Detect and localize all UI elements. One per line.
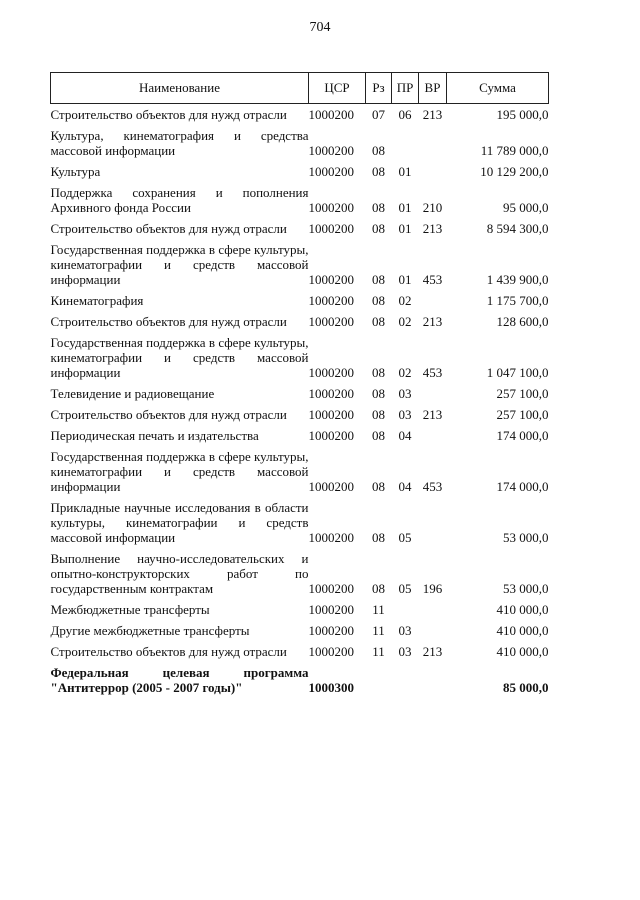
cell-vr: 196: [422, 581, 443, 596]
cell-rz: 07: [372, 107, 385, 122]
cell-csr: 1000200: [308, 623, 354, 638]
table-row: [51, 548, 549, 599]
table-row: [51, 104, 549, 126]
cell-sum: 11 789 000,0: [480, 143, 549, 158]
cell-name: Строительство объектов для нужд отрасли: [50, 407, 287, 422]
cell-sum: 53 000,0: [503, 581, 549, 596]
cell-name: Кинематография: [50, 293, 144, 308]
cell-rz: 08: [372, 143, 385, 158]
cell-csr: 1000200: [308, 479, 354, 494]
cell-rz: 08: [372, 200, 385, 215]
cell-pr: 03: [398, 623, 412, 638]
cell-sum: 10 129 200,0: [480, 164, 549, 179]
cell-pr: 01: [398, 221, 412, 236]
table-row: [51, 599, 549, 620]
cell-sum: 1 175 700,0: [486, 293, 549, 308]
cell-pr: 02: [398, 314, 412, 329]
table-header-row: [51, 73, 549, 104]
cell-rz: 08: [372, 407, 385, 422]
cell-rz: 08: [372, 386, 385, 401]
cell-name: Культура: [50, 164, 101, 179]
cell-pr: [392, 125, 419, 161]
cell-vr: [419, 599, 447, 620]
cell-rz: 08: [372, 530, 385, 545]
cell-csr: 1000200: [308, 602, 354, 617]
cell-vr: 213: [422, 644, 443, 659]
cell-rz: 08: [372, 365, 385, 380]
page-number: 704: [309, 20, 331, 35]
table-row: [51, 311, 549, 332]
cell-csr: 1000200: [308, 221, 354, 236]
table-row: [51, 218, 549, 239]
cell-rz: 08: [372, 581, 385, 596]
table-row: [51, 497, 549, 548]
cell-name: Строительство объектов для нужд отрасли: [50, 107, 287, 122]
header-sum: Сумма: [447, 73, 549, 104]
cell-name: Прикладные научные исследования в области культуры, кинематографии и средств массовой информации: [50, 500, 309, 545]
header-pr: ПР: [392, 73, 419, 104]
cell-name: Государственная поддержка в сфере культуры, кинематографии и средств массовой информации: [50, 449, 309, 494]
cell-name: Государственная поддержка в сфере культуры, кинематографии и средств массовой информации: [50, 335, 309, 380]
cell-vr: [419, 125, 447, 161]
cell-csr: 1000200: [308, 407, 354, 422]
cell-csr: 1000200: [308, 164, 354, 179]
cell-rz: 08: [372, 293, 385, 308]
table-row: [51, 404, 549, 425]
cell-vr: 210: [422, 200, 443, 215]
cell-rz: [366, 662, 392, 698]
cell-pr: [392, 599, 419, 620]
cell-name: Культура, кинематография и средства массовой информации: [50, 128, 309, 158]
table-row: [51, 239, 549, 290]
cell-vr: 213: [422, 107, 443, 122]
cell-vr: [419, 425, 447, 446]
cell-pr: 01: [398, 272, 412, 287]
cell-pr: 03: [398, 407, 412, 422]
cell-vr: [419, 161, 447, 182]
cell-sum: 410 000,0: [496, 623, 549, 638]
cell-pr: 02: [398, 365, 412, 380]
cell-rz: 11: [372, 644, 385, 659]
cell-rz: 11: [372, 623, 385, 638]
cell-csr: 1000200: [308, 428, 354, 443]
cell-pr: [392, 662, 419, 698]
cell-csr: 1000200: [308, 200, 354, 215]
cell-sum: 85 000,0: [503, 680, 549, 695]
cell-name: Другие межбюджетные трансферты: [50, 623, 250, 638]
header-vr: ВР: [419, 73, 447, 104]
cell-vr: 453: [422, 272, 443, 287]
cell-sum: 174 000,0: [496, 479, 549, 494]
cell-name: Периодическая печать и издательства: [50, 428, 259, 443]
table-row: [51, 332, 549, 383]
cell-vr: 453: [422, 365, 443, 380]
cell-sum: 1 439 900,0: [486, 272, 549, 287]
cell-sum: 195 000,0: [496, 107, 549, 122]
table-row: [51, 641, 549, 662]
cell-pr: 05: [398, 581, 412, 596]
cell-name: Строительство объектов для нужд отрасли: [50, 644, 287, 659]
cell-pr: 01: [398, 164, 412, 179]
table-row: [51, 182, 549, 218]
cell-csr: 1000200: [308, 293, 354, 308]
cell-name: Поддержка сохранения и пополнения Архивного фонда России: [50, 185, 309, 215]
cell-name: Межбюджетные трансферты: [50, 602, 210, 617]
cell-vr: 213: [422, 314, 443, 329]
cell-sum: 53 000,0: [503, 530, 549, 545]
cell-name: Строительство объектов для нужд отрасли: [50, 314, 287, 329]
cell-name: Телевидение и радиовещание: [50, 386, 215, 401]
cell-csr: 1000200: [308, 272, 354, 287]
cell-pr: 03: [398, 644, 412, 659]
cell-csr: 1000200: [308, 530, 354, 545]
cell-csr: 1000200: [308, 314, 354, 329]
cell-pr: 02: [398, 293, 412, 308]
table-row: [51, 383, 549, 404]
cell-name: Выполнение научно-исследовательских и опытно-конструкторских работ по государственным контрактам: [50, 551, 309, 596]
cell-rz: 08: [372, 428, 385, 443]
cell-rz: 08: [372, 314, 385, 329]
cell-vr: 213: [422, 407, 443, 422]
table-row: [51, 290, 549, 311]
cell-vr: 213: [422, 221, 443, 236]
header-name: Наименование: [51, 73, 309, 104]
header-rz: Рз: [366, 73, 392, 104]
cell-csr: 1000200: [308, 365, 354, 380]
cell-rz: 08: [372, 272, 385, 287]
cell-csr: 1000200: [308, 143, 354, 158]
cell-sum: 257 100,0: [496, 407, 549, 422]
cell-csr: 1000200: [308, 644, 354, 659]
header-csr: ЦСР: [309, 73, 366, 104]
cell-rz: 08: [372, 479, 385, 494]
cell-csr: 1000300: [308, 680, 354, 695]
cell-csr: 1000200: [308, 581, 354, 596]
cell-vr: 453: [422, 479, 443, 494]
cell-sum: 410 000,0: [496, 644, 549, 659]
cell-vr: [419, 662, 447, 698]
table-row: [51, 620, 549, 641]
table-row: [51, 125, 549, 161]
cell-sum: 257 100,0: [496, 386, 549, 401]
cell-sum: 8 594 300,0: [486, 221, 549, 236]
cell-pr: 06: [398, 107, 412, 122]
cell-pr: 04: [398, 479, 412, 494]
cell-rz: 08: [372, 221, 385, 236]
cell-name: Государственная поддержка в сфере культуры, кинематографии и средств массовой информации: [50, 242, 309, 287]
cell-sum: 95 000,0: [503, 200, 549, 215]
cell-sum: 410 000,0: [496, 602, 549, 617]
cell-vr: [419, 290, 447, 311]
table-row: [51, 161, 549, 182]
cell-csr: 1000200: [308, 107, 354, 122]
cell-csr: 1000200: [308, 386, 354, 401]
cell-pr: 03: [398, 386, 412, 401]
cell-pr: 04: [398, 428, 412, 443]
cell-rz: 11: [372, 602, 385, 617]
table-row: [51, 446, 549, 497]
cell-sum: 174 000,0: [496, 428, 549, 443]
budget-table: [50, 72, 549, 698]
cell-vr: [419, 497, 447, 548]
cell-sum: 1 047 100,0: [486, 365, 549, 380]
table-row: [51, 662, 549, 698]
cell-name: Строительство объектов для нужд отрасли: [50, 221, 287, 236]
cell-vr: [419, 383, 447, 404]
cell-vr: [419, 620, 447, 641]
cell-pr: 01: [398, 200, 412, 215]
table-row: [51, 425, 549, 446]
cell-rz: 08: [372, 164, 385, 179]
cell-sum: 128 600,0: [496, 314, 549, 329]
cell-pr: 05: [398, 530, 412, 545]
cell-name: Федеральная целевая программа "Антитеррор (2005 - 2007 годы)": [50, 665, 309, 695]
